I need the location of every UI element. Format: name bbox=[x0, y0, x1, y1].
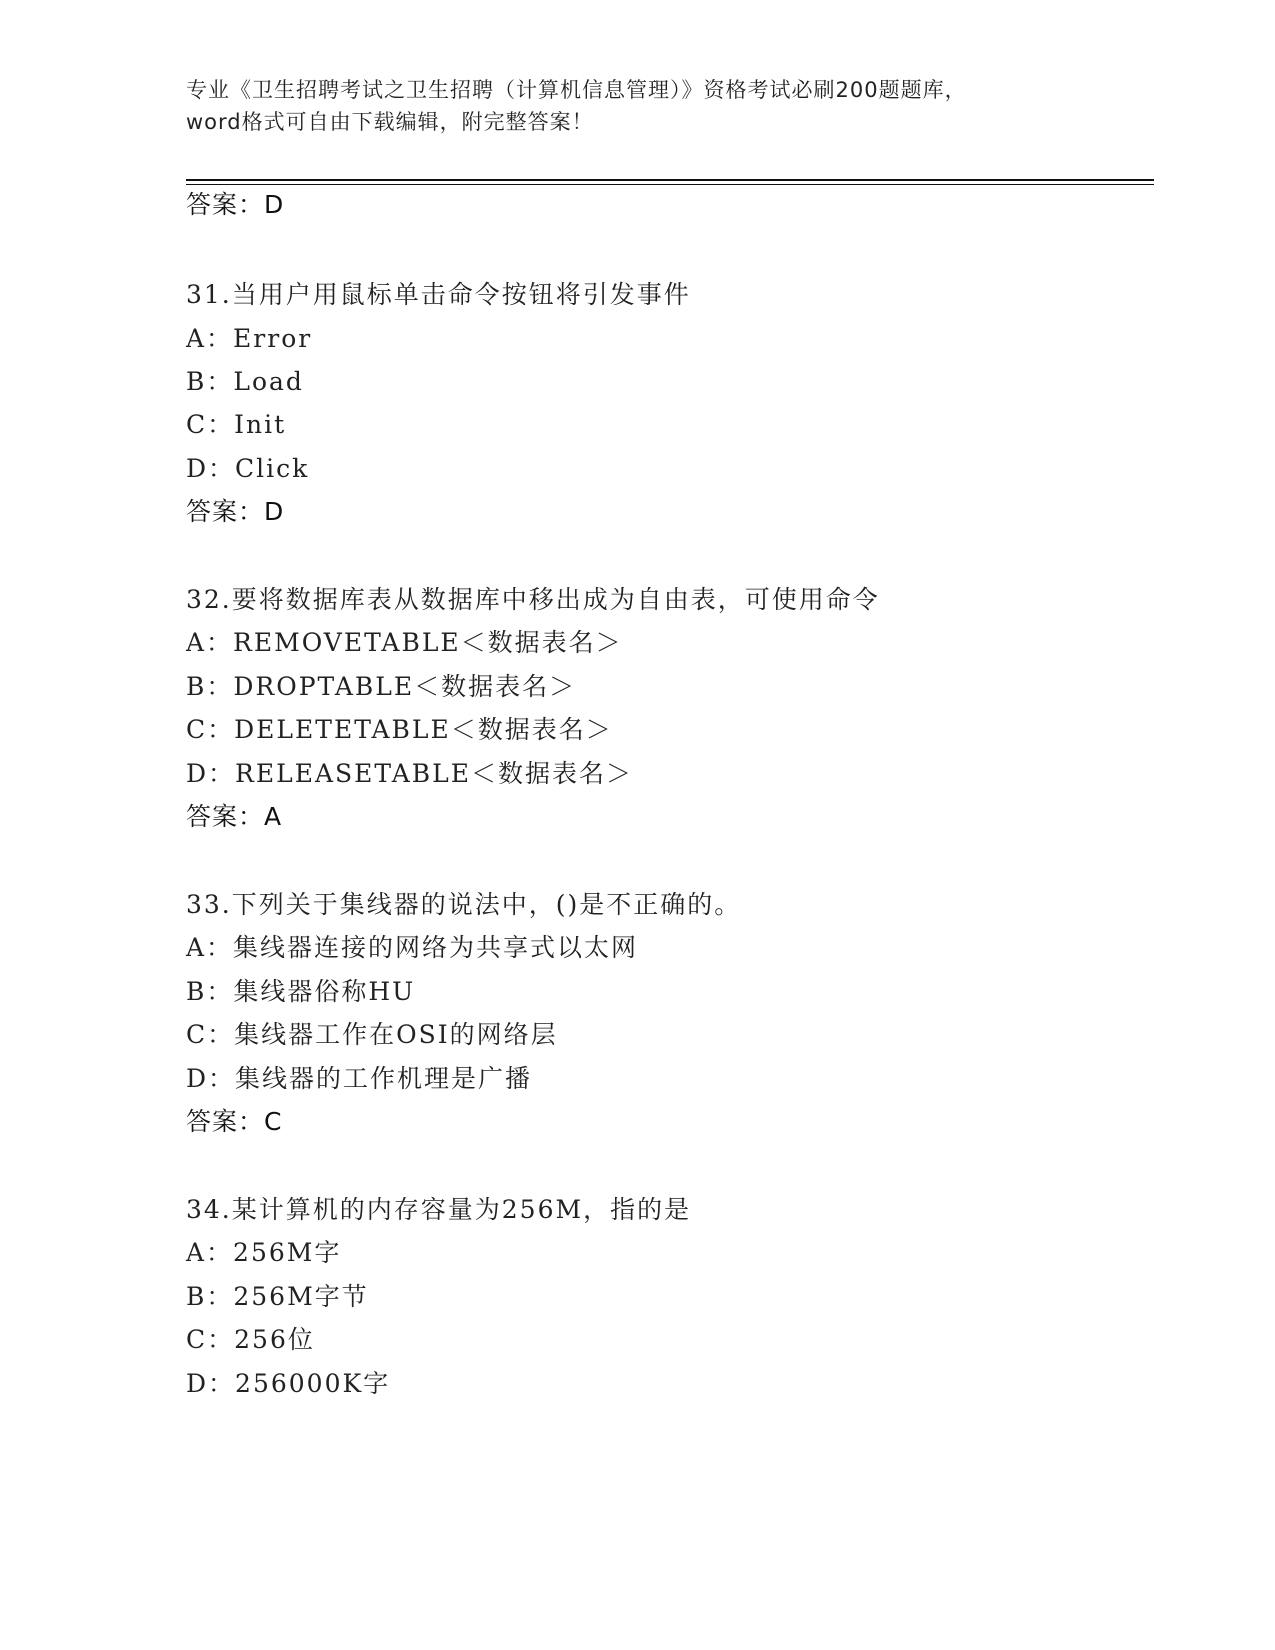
question-32-option-b: B：DROPTABLE＜数据表名＞ bbox=[186, 672, 577, 701]
question-34-option-a: A：256M字 bbox=[186, 1238, 342, 1267]
question-31-stem: 31.当用户用鼠标单击命令按钮将引发事件 bbox=[186, 280, 691, 309]
question-32-option-a: A：REMOVETABLE＜数据表名＞ bbox=[186, 628, 623, 657]
question-33-option-b: B：集线器俗称HU bbox=[186, 977, 416, 1006]
header-divider-thin bbox=[186, 184, 1154, 185]
question-33-answer: 答案：C bbox=[186, 1107, 283, 1136]
question-34-stem: 34.某计算机的内存容量为256M，指的是 bbox=[186, 1195, 692, 1224]
question-31-answer: 答案：D bbox=[186, 497, 285, 526]
question-31-option-d: D：Click bbox=[186, 454, 310, 483]
question-31-option-c: C：Init bbox=[186, 410, 287, 439]
question-34-option-d: D：256000K字 bbox=[186, 1369, 391, 1398]
previous-answer: 答案：D bbox=[186, 190, 285, 219]
question-31-option-a: A：Error bbox=[186, 324, 313, 353]
question-33-option-d: D：集线器的工作机理是广播 bbox=[186, 1064, 533, 1093]
question-32-stem: 32.要将数据库表从数据库中移出成为自由表，可使用命令 bbox=[186, 585, 880, 614]
question-32-answer: 答案：A bbox=[186, 802, 283, 831]
header-line-2: word格式可自由下载编辑，附完整答案！ bbox=[186, 110, 594, 134]
question-34-option-c: C：256位 bbox=[186, 1325, 315, 1354]
question-32-option-c: C：DELETETABLE＜数据表名＞ bbox=[186, 715, 613, 744]
question-33-option-c: C：集线器工作在OSI的网络层 bbox=[186, 1020, 558, 1049]
header-line-1: 专业《卫生招聘考试之卫生招聘（计算机信息管理）》资格考试必刷200题题库， bbox=[186, 78, 967, 102]
question-32-option-d: D：RELEASETABLE＜数据表名＞ bbox=[186, 759, 633, 788]
question-31-option-b: B：Load bbox=[186, 367, 304, 396]
question-33-stem: 33.下列关于集线器的说法中，()是不正确的。 bbox=[186, 890, 742, 919]
question-33-option-a: A：集线器连接的网络为共享式以太网 bbox=[186, 933, 639, 962]
header-divider bbox=[186, 179, 1154, 181]
document-header bbox=[186, 74, 1166, 138]
question-34-option-b: B：256M字节 bbox=[186, 1282, 369, 1311]
